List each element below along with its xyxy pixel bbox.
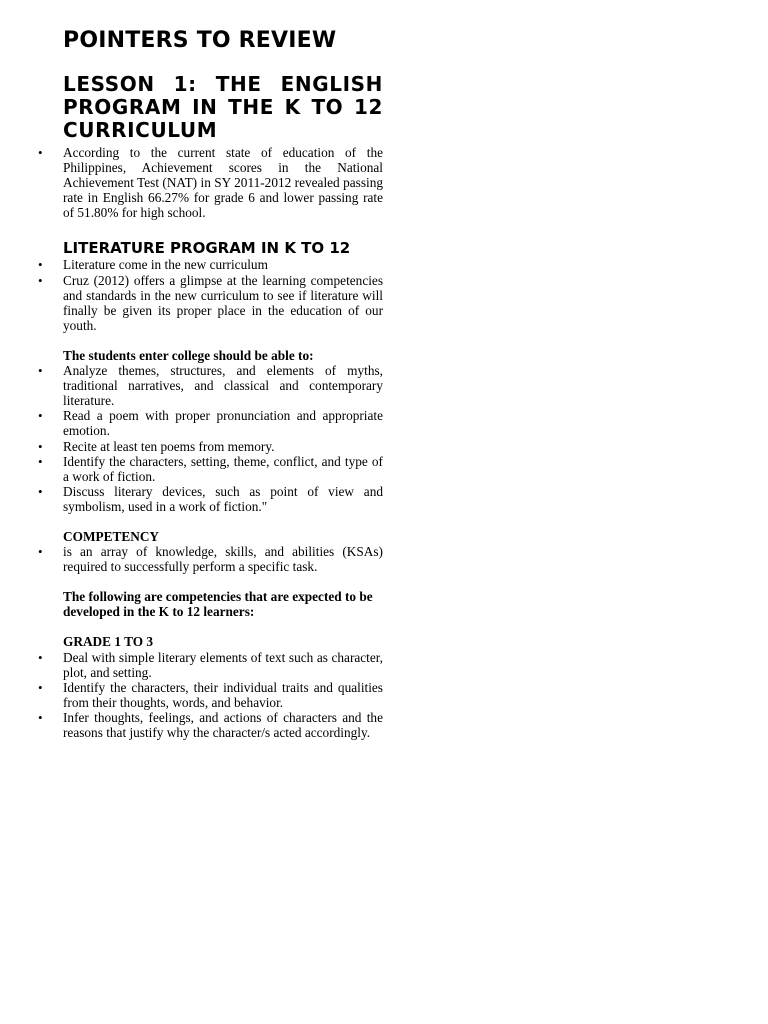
literature-bullet-list <box>63 257 383 332</box>
lesson-heading: LESSON 1: THE ENGLISH PROGRAM IN THE K TO 12 CURRICULUM <box>63 72 383 142</box>
list-item: • Cruz (2012) offers a glimpse at the learning competencies and standards in the new curriculum to see if literature will finally be given its proper place in the education of our youth. <box>63 273 383 333</box>
list-item: • Analyze themes, structures, and elements of myths, traditional narratives, and classical and contemporary literature. <box>63 363 383 408</box>
list-item: • Read a poem with proper pronunciation and appropriate emotion. <box>63 408 383 438</box>
list-item: • Literature come in the new curriculum <box>63 257 383 272</box>
list-item: • Deal with simple literary elements of text such as character, plot, and setting. <box>63 650 383 680</box>
grade-bullet-list <box>63 650 383 741</box>
list-item: • Recite at least ten poems from memory. <box>63 439 383 454</box>
list-item: • Infer thoughts, feelings, and actions of characters and the reasons that justify why the character/s acted accordingly. <box>63 710 383 740</box>
students-bullet-list <box>63 363 383 514</box>
students-heading: The students enter college should be able to: <box>63 347 314 363</box>
list-item: • According to the current state of education of the Philippines, Achievement scores in the National Achievement Test (NAT) in SY 2011-2012 revealed passing rate in English 66.27% for grade 6 and lower passing rate of 51.80% for high school. <box>63 145 383 220</box>
intro-bullet-list <box>63 145 383 220</box>
list-item: • Identify the characters, their individual traits and qualities from their thoughts, words, and behavior. <box>63 680 383 710</box>
competency-heading: COMPETENCY <box>63 528 160 544</box>
list-item: • is an array of knowledge, skills, and abilities (KSAs) required to successfully perform a specific task. <box>63 544 383 574</box>
list-item: • Identify the characters, setting, theme, conflict, and type of a work of fiction. <box>63 454 383 484</box>
list-item: • Discuss literary devices, such as point of view and symbolism, used in a work of fiction." <box>63 484 383 514</box>
document-body <box>63 27 383 740</box>
page-title: POINTERS TO REVIEW <box>63 28 337 53</box>
competency-bullet-list <box>63 544 383 574</box>
literature-heading: LITERATURE PROGRAM IN K TO 12 <box>63 239 351 258</box>
expected-competencies-heading: The following are competencies that are expected to be developed in the K to 12 learners: <box>63 589 373 620</box>
grade-heading: GRADE 1 TO 3 <box>63 634 154 650</box>
